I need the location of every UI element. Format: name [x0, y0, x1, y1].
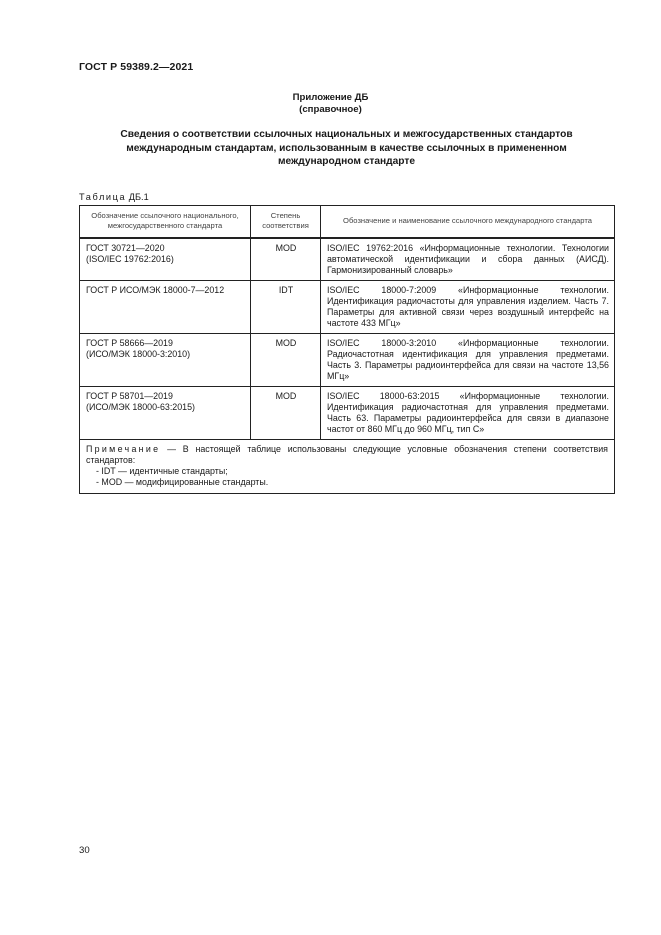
designation-cell — [80, 334, 251, 387]
table-label — [79, 192, 149, 202]
note-text: — В настоящей таблице использованы следующие условные обозначения степени соответствия стандартов: — [86, 444, 608, 465]
designation-line: (ИСО/МЭК 18000-63:2015) — [86, 402, 195, 412]
note-list-item: - MOD — модифицированные стандарты. — [96, 477, 269, 487]
appendix-title: Приложение ДБ — [292, 92, 369, 103]
note-list-item: - IDT — идентичные стандарты; — [96, 466, 228, 476]
designation-cell — [80, 238, 251, 281]
international-standard-cell: ISO/IEC 19762:2016 «Информационные технологии. Технологии автоматической идентификации и сбора данных (АИСД). Гармонизированный словарь» — [321, 238, 615, 281]
international-standard-cell: ISO/IEC 18000-63:2015 «Информационные технологии. Идентификация радиочастотная для управления предметами. Часть 63. Параметры радиоинтерфейса для связи в диапазоне частот от 860 МГц до 960 МГц, тип С» — [321, 387, 615, 440]
international-standard-cell: ISO/IEC 18000-7:2009 «Информационные технологии. Идентификация радиочастоты для управления изделием. Часть 7. Параметры для активной связи через воздушный интерфейс на частоте 433 МГц» — [321, 281, 615, 334]
table-row — [80, 238, 615, 281]
designation-line: ГОСТ 30721—2020 — [86, 243, 165, 253]
table-note-row — [80, 440, 615, 494]
degree-cell: IDT — [251, 281, 321, 334]
appendix-subtitle: (справочное) — [299, 104, 362, 115]
designation-cell — [80, 281, 251, 334]
designation-line: ГОСТ Р 58701—2019 — [86, 391, 173, 401]
designation-line: ГОСТ Р 58666—2019 — [86, 338, 173, 348]
note-label: Примечание — [86, 444, 161, 454]
standards-correspondence-table — [79, 205, 615, 494]
designation-cell — [80, 387, 251, 440]
designation-line: (ISO/IEC 19762:2016) — [86, 254, 174, 264]
column-header-degree: Степень соответствия — [251, 206, 321, 239]
table-header-row — [80, 206, 615, 239]
degree-cell: MOD — [251, 238, 321, 281]
international-standard-cell: ISO/IEC 18000-3:2010 «Информационные технологии. Радиочастотная идентификация для управления предметами. Часть 3. Параметры радиоинтерфейса для связи на частоте 13,56 МГц» — [321, 334, 615, 387]
degree-cell: MOD — [251, 334, 321, 387]
column-header-international: Обозначение и наименование ссылочного международного стандарта — [321, 206, 615, 239]
table-label-prefix: Таблица — [79, 192, 127, 202]
table-note — [80, 440, 615, 494]
section-heading: Сведения о соответствии ссылочных национальных и межгосударственных стандартов международным стандартам, использованным в качестве ссылочных в примененном международном стандарте — [120, 129, 573, 167]
column-header-designation: Обозначение ссылочного национального, межгосударственного стандарта — [80, 206, 251, 239]
designation-line: (ИСО/МЭК 18000-3:2010) — [86, 349, 191, 359]
document-code: ГОСТ Р 59389.2—2021 — [79, 61, 194, 73]
table-label-number: ДБ.1 — [128, 192, 149, 202]
table-row — [80, 387, 615, 440]
designation-line: ГОСТ Р ИСО/МЭК 18000-7—2012 — [86, 285, 225, 295]
table-row — [80, 281, 615, 334]
degree-cell: MOD — [251, 387, 321, 440]
page-number: 30 — [79, 845, 90, 856]
table-row — [80, 334, 615, 387]
